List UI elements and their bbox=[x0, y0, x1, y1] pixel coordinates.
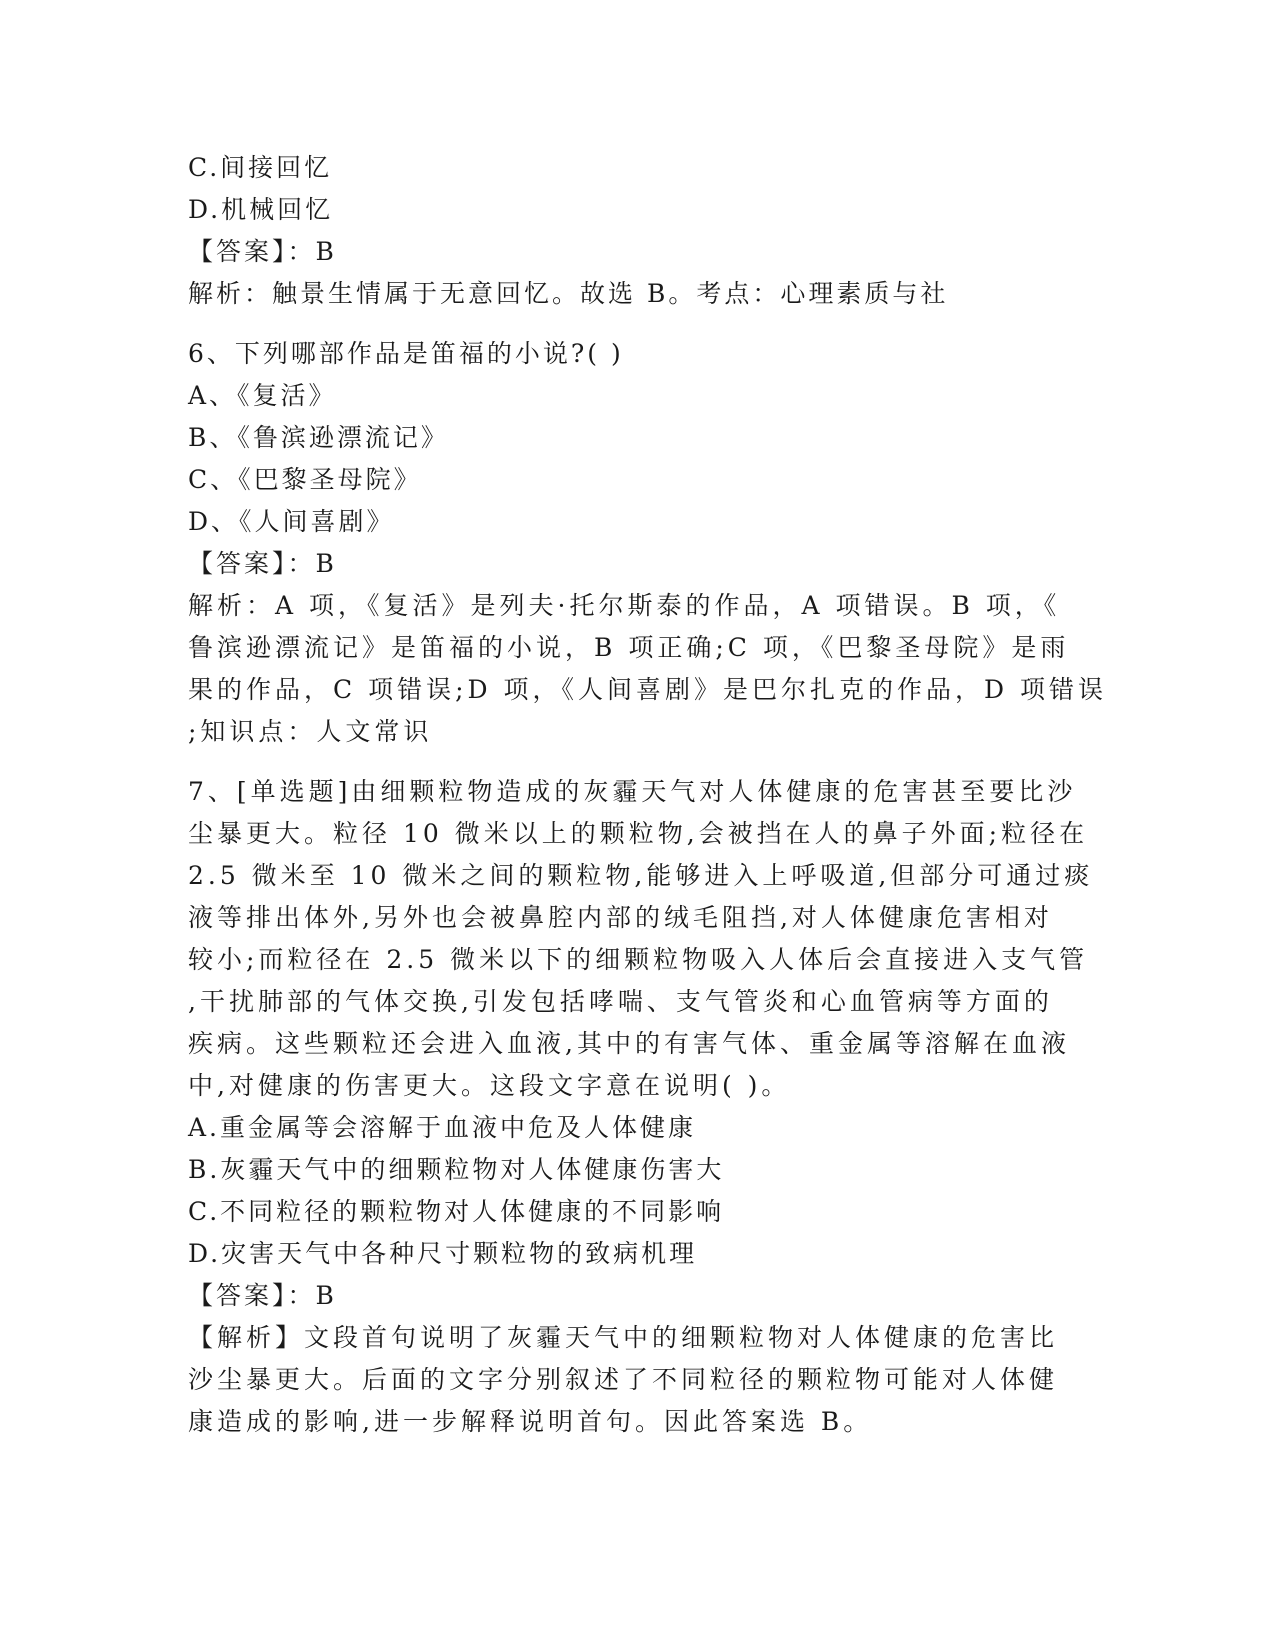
option-d: D.灾害天气中各种尺寸颗粒物的致病机理 bbox=[188, 1239, 698, 1268]
option-b: B.灰霾天气中的细颗粒物对人体健康伤害大 bbox=[188, 1155, 725, 1184]
answer: 【答案】：B bbox=[188, 549, 337, 578]
analysis-line: 鲁滨逊漂流记》是笛福的小说，B 项正确;C 项，《巴黎圣母院》是雨 bbox=[188, 633, 1070, 662]
question-6 bbox=[188, 333, 1107, 753]
analysis-line: 解析：A 项，《复活》是列夫·托尔斯泰的作品，A 项错误。B 项，《 bbox=[188, 591, 1061, 620]
question-7 bbox=[188, 771, 1093, 1443]
analysis-line: 康造成的影响,进一步解释说明首句。因此答案选 B。 bbox=[188, 1407, 873, 1436]
analysis-line: 果的作品，C 项错误;D 项，《人间喜剧》是巴尔扎克的作品，D 项错误 bbox=[188, 675, 1107, 704]
stem-line: 2.5 微米至 10 微米之间的颗粒物,能够进入上呼吸道,但部分可通过痰 bbox=[188, 861, 1094, 890]
question-5-tail bbox=[188, 147, 1093, 315]
document-page bbox=[188, 147, 1107, 1443]
question-stem: 6、下列哪部作品是笛福的小说?( ) bbox=[188, 339, 624, 368]
question-stem bbox=[188, 771, 1093, 1107]
answer: 【答案】：B bbox=[188, 1281, 337, 1310]
option-b: B、《鲁滨逊漂流记》 bbox=[188, 423, 449, 452]
option-d: D.机械回忆 bbox=[188, 195, 334, 224]
option-c: C、《巴黎圣母院》 bbox=[188, 465, 422, 494]
stem-line: 液等排出体外,另外也会被鼻腔内部的绒毛阻挡,对人体健康危害相对 bbox=[188, 903, 1053, 932]
analysis: 解析：触景生情属于无意回忆。故选 B。考点：心理素质与社 bbox=[188, 279, 949, 308]
stem-line: 疾病。这些颗粒还会进入血液,其中的有害气体、重金属等溶解在血液 bbox=[188, 1029, 1070, 1058]
stem-line: 较小;而粒径在 2.5 微米以下的细颗粒物吸入人体后会直接进入支气管 bbox=[188, 945, 1089, 974]
analysis-line: 沙尘暴更大。后面的文字分别叙述了不同粒径的颗粒物可能对人体健 bbox=[188, 1365, 1059, 1394]
option-d: D、《人间喜剧》 bbox=[188, 507, 395, 536]
option-c: C.不同粒径的颗粒物对人体健康的不同影响 bbox=[188, 1197, 725, 1226]
stem-line: 中,对健康的伤害更大。这段文字意在说明( )。 bbox=[188, 1071, 791, 1100]
stem-line: 尘暴更大。粒径 10 微米以上的颗粒物,会被挡在人的鼻子外面;粒径在 bbox=[188, 819, 1089, 848]
option-a: A.重金属等会溶解于血液中危及人体健康 bbox=[188, 1113, 697, 1142]
analysis bbox=[188, 1317, 1093, 1443]
option-a: A、《复活》 bbox=[188, 381, 337, 410]
analysis-line: ;知识点：人文常识 bbox=[188, 717, 433, 746]
option-c: C.间接回忆 bbox=[188, 153, 333, 182]
stem-line: ,干扰肺部的气体交换,引发包括哮喘、支气管炎和心血管病等方面的 bbox=[188, 987, 1053, 1016]
answer: 【答案】：B bbox=[188, 237, 337, 266]
analysis-line: 【解析】文段首句说明了灰霾天气中的细颗粒物对人体健康的危害比 bbox=[188, 1323, 1059, 1352]
analysis bbox=[188, 585, 1107, 753]
stem-line: 7、[单选题]由细颗粒物造成的灰霾天气对人体健康的危害甚至要比沙 bbox=[188, 777, 1077, 806]
